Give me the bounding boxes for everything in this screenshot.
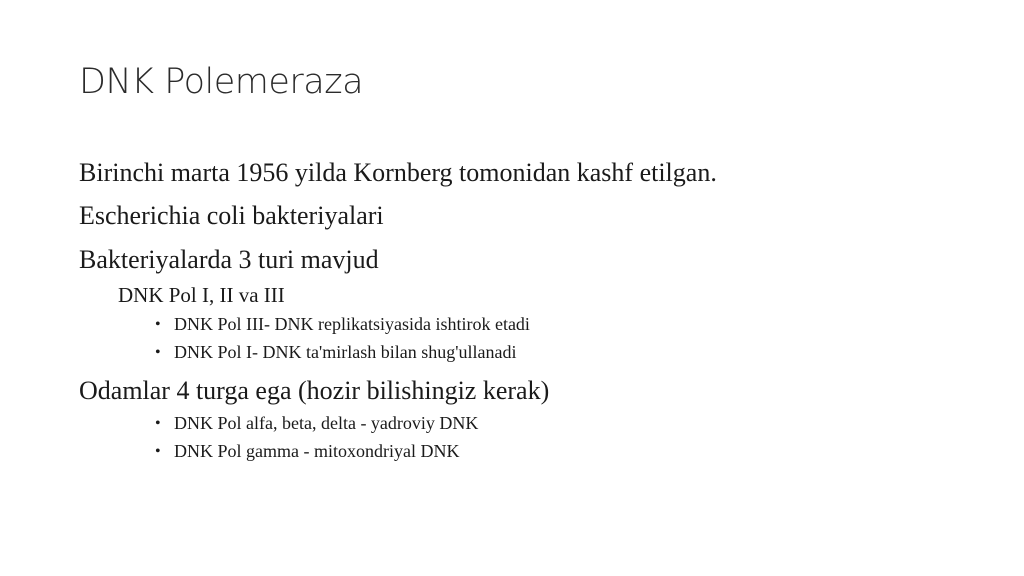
level1-item-human-types: Odamlar 4 turga ega (hozir bilishingiz kerak) bbox=[79, 376, 550, 405]
level1-item-ecoli: Escherichia coli bakteriyalari bbox=[79, 201, 384, 230]
level1-item-discovery: Birinchi marta 1956 yilda Kornberg tomonidan kashf etilgan. bbox=[79, 158, 717, 187]
level3-item-mitochondrial: DNK Pol gamma - mitoxondriyal DNK bbox=[174, 441, 460, 461]
bullet-icon: • bbox=[155, 344, 161, 361]
bullet-icon: • bbox=[155, 443, 161, 460]
bullet-icon: • bbox=[155, 316, 161, 333]
level1-item-bacteria-types: Bakteriyalarda 3 turi mavjud bbox=[79, 245, 379, 274]
level2-item-pol-types: DNK Pol I, II va III bbox=[118, 283, 285, 307]
level3-item-pol1: DNK Pol I- DNK ta'mirlash bilan shug'ullanadi bbox=[174, 342, 517, 362]
bullet-icon: • bbox=[155, 415, 161, 432]
level3-item-nuclear: DNK Pol alfa, beta, delta - yadroviy DNK bbox=[174, 413, 479, 433]
slide-title: DNK Polemeraza bbox=[79, 62, 364, 102]
level3-item-pol3: DNK Pol III- DNK replikatsiyasida ishtirok etadi bbox=[174, 314, 530, 334]
